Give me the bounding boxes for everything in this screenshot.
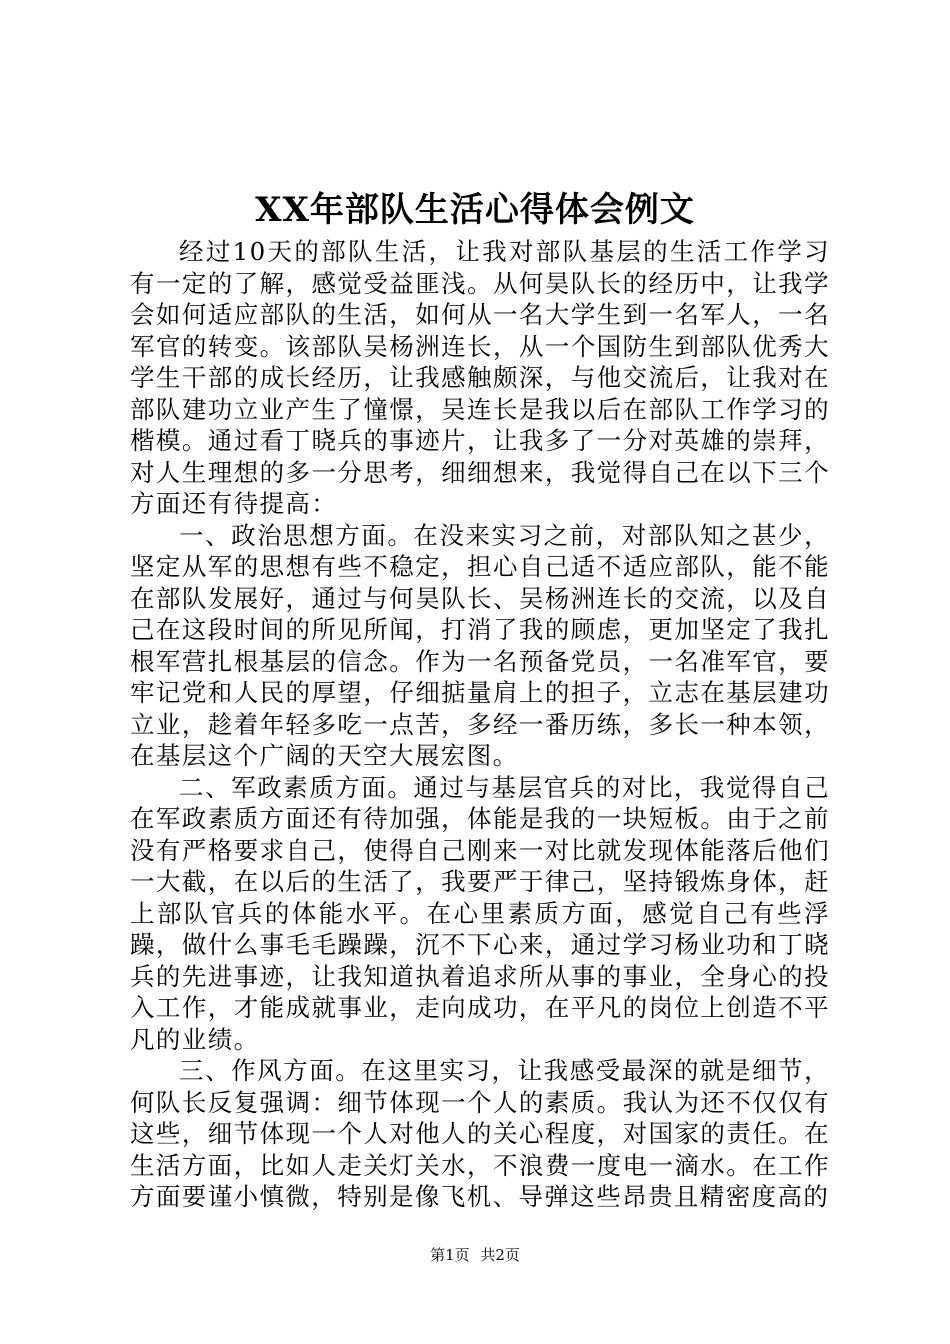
document-body [130,236,830,1213]
page-number: 第1页 [430,1246,470,1264]
page-footer [0,1245,950,1265]
paragraph-work-style: 三、作风方面。在这里实习，让我感受最深的就是细节，何队长反复强调：细节体现一个人的素质。我认为还不仅仅有这些，细节体现一个人对他人的关心程度，对国家的责任。在生活方面，比如人走关灯关水，不浪费一度电一滴水。在工作方面要谨小慎微，特别是像飞机、导弹这些昂贵且精密度高的 [130,1056,830,1211]
paragraph-intro: 经过10天的部队生活，让我对部队基层的生活工作学习有一定的了解，感觉受益匪浅。从何昊队长的经历中，让我学会如何适应部队的生活，如何从一名大学生到一名军人，一名军官的转变。该部队吴杨洲连长，从一个国防生到部队优秀大学生干部的成长经历，让我感触颇深，与他交流后，让我对在部队建功立业产生了憧憬，吴连长是我以后在部队工作学习的楷模。通过看丁晓兵的事迹片，让我多了一分对英雄的崇拜，对人生理想的多一分思考，细细想来，我觉得自己在以下三个方面还有待提高： [130,237,830,518]
paragraph-political-thought: 一、政治思想方面。在没来实习之前，对部队知之甚少，坚定从军的思想有些不稳定，担心自己适不适应部队，能不能在部队发展好，通过与何昊队长、吴杨洲连长的交流，以及自己在这段时间的所见所闻，打消了我的顾虑，更加坚定了我扎根军营扎根基层的信念。作为一名预备党员，一名准军官，要牢记党和人民的厚望，仔细掂量肩上的担子，立志在基层建功立业，趁着年轻多吃一点苦，多经一番历练，多长一种本领，在基层这个广阔的天空大展宏图。 [130,520,830,770]
paragraph-military-quality: 二、军政素质方面。通过与基层官兵的对比，我觉得自己在军政素质方面还有待加强，体能是我的一块短板。由于之前没有严格要求自己，使得自己刚来一对比就发现体能落后他们一大截，在以后的生活了，我要严于律己，坚持锻炼身体，赶上部队官兵的体能水平。在心里素质方面，感觉自己有些浮躁，做什么事毛毛躁躁，沉不下心来，通过学习杨业功和丁晓兵的先进事迹，让我知道执着追求所从事的事业，全身心的投入工作，才能成就事业，走向成功，在平凡的岗位上创造不平凡的业绩。 [130,772,830,1054]
document-title: XX年部队生活心得体会例文 [255,190,695,230]
page-total: 共2页 [480,1246,520,1264]
